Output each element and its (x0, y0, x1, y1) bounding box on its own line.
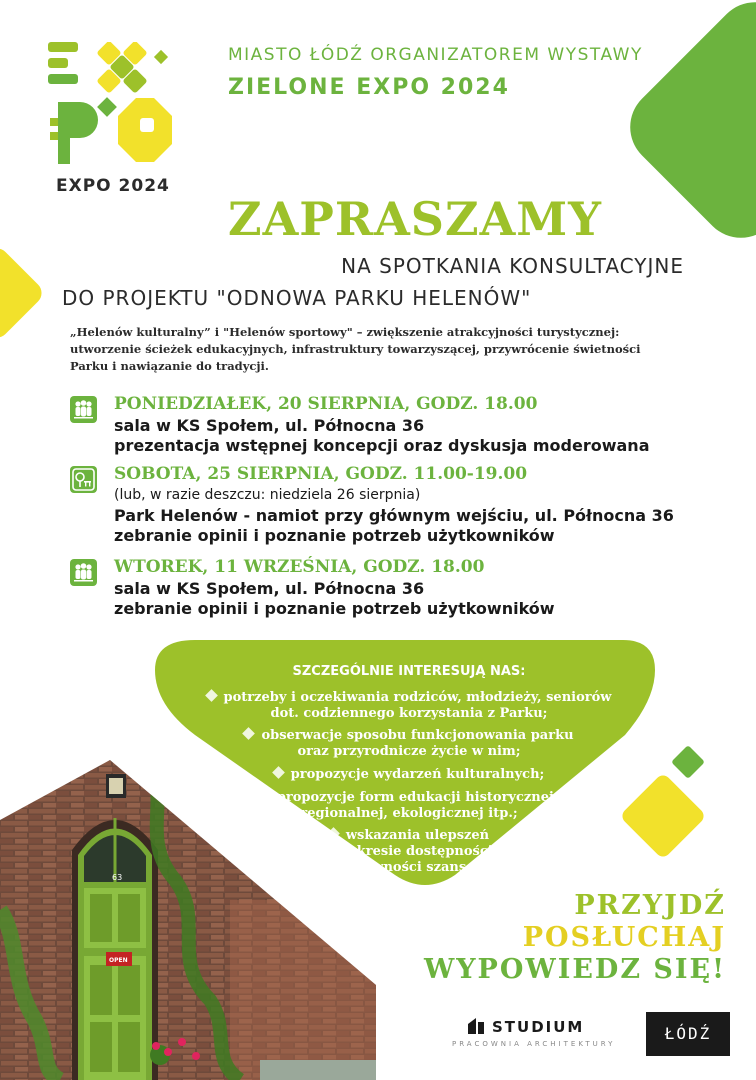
event-note: (lub, w razie deszczu: niedziela 26 sierpnia) (114, 487, 421, 503)
event-description: zebranie opinii i poznanie potrzeb użytkowników (114, 526, 555, 545)
subtitle-line-1: NA SPOTKANIA KONSULTACYJNE (341, 254, 684, 278)
header-organizer: MIASTO ŁÓDŹ ORGANIZATOREM WYSTAWY (228, 45, 643, 65)
interest-item: propozycje form edukacji historycznej, regionalnej, ekologicznej itp.; (155, 790, 663, 822)
people-group-icon (70, 559, 97, 586)
intro-line: Parku i nawiązanie do tradycji. (70, 359, 269, 373)
decor-diamond-green-small (671, 745, 705, 779)
open-sign: OPEN (109, 957, 128, 964)
expo-logo (44, 42, 184, 172)
event-location: sala w KS Społem, ul. Północna 36 (114, 579, 425, 598)
door-photo (0, 760, 376, 1080)
people-group-icon (70, 396, 97, 423)
logo-caption: EXPO 2024 (56, 176, 170, 196)
event-description: zebranie opinii i poznanie potrzeb użytkowników (114, 599, 555, 618)
studium-name: STUDIUM (492, 1018, 585, 1036)
diamond-bullet-icon (205, 689, 218, 702)
interest-item: potrzeby i oczekiwania rodziców, młodzieży, seniorów dot. codziennego korzystania z Parku; (155, 690, 663, 722)
event-location: Park Helenów - namiot przy głównym wejściu, ul. Północna 36 (114, 506, 674, 525)
interest-item: obserwacje sposobu funkcjonowania parku oraz przyrodnicze życie w nim; (155, 728, 663, 760)
intro-paragraph (70, 324, 710, 375)
interest-title: SZCZEGÓLNIE INTERESUJĄ NAS: (292, 664, 526, 679)
decor-diamond-green-top (614, 0, 756, 254)
event-date: WTOREK, 11 WRZEŚNIA, GODZ. 18.00 (114, 557, 485, 577)
event-date: SOBOTA, 25 SIERPNIA, GODZ. 11.00-19.00 (114, 464, 528, 484)
event-date: PONIEDZIAŁEK, 20 SIERPNIA, GODZ. 18.00 (114, 394, 538, 414)
interest-item: propozycje wydarzeń kulturalnych; (155, 767, 663, 783)
decor-diamond-yellow-left (0, 244, 46, 343)
door-number: 63 (112, 873, 123, 882)
intro-line: „Helenów kulturalny” i "Helenów sportowy" – zwiększenie atrakcyjności turystycznej: (70, 325, 620, 339)
event-location: sala w KS Społem, ul. Północna 36 (114, 416, 425, 435)
studium-subtitle: PRACOWNIA ARCHITEKTURY (452, 1040, 616, 1048)
studium-logo-icon (466, 1016, 486, 1036)
cta-come: PRZYJDŹ (574, 890, 726, 921)
diamond-bullet-icon (243, 727, 256, 740)
interest-item: wskazania ulepszeń w zakresie dostępności i równości szans. (325, 828, 493, 875)
cta-listen: POSŁUCHAJ (522, 922, 726, 953)
lodz-city-logo: ŁÓDŹ (646, 1012, 730, 1056)
headline: ZAPRASZAMY (228, 192, 603, 246)
event-1 (70, 394, 730, 464)
intro-line: utworzenie ścieżek edukacyjnych, infrastruktury towarzyszącej, przywrócenie świetności (70, 342, 641, 356)
subtitle-line-2: DO PROJEKTU "ODNOWA PARKU HELENÓW" (62, 286, 532, 310)
park-tree-icon (70, 466, 97, 493)
event-description: prezentacja wstępnej koncepcji oraz dyskusja moderowana (114, 436, 650, 455)
cta-speak: WYPOWIEDZ SIĘ! (423, 954, 726, 985)
event-3 (70, 557, 730, 627)
header-event-name: ZIELONE EXPO 2024 (228, 75, 510, 100)
event-2 (70, 464, 730, 548)
